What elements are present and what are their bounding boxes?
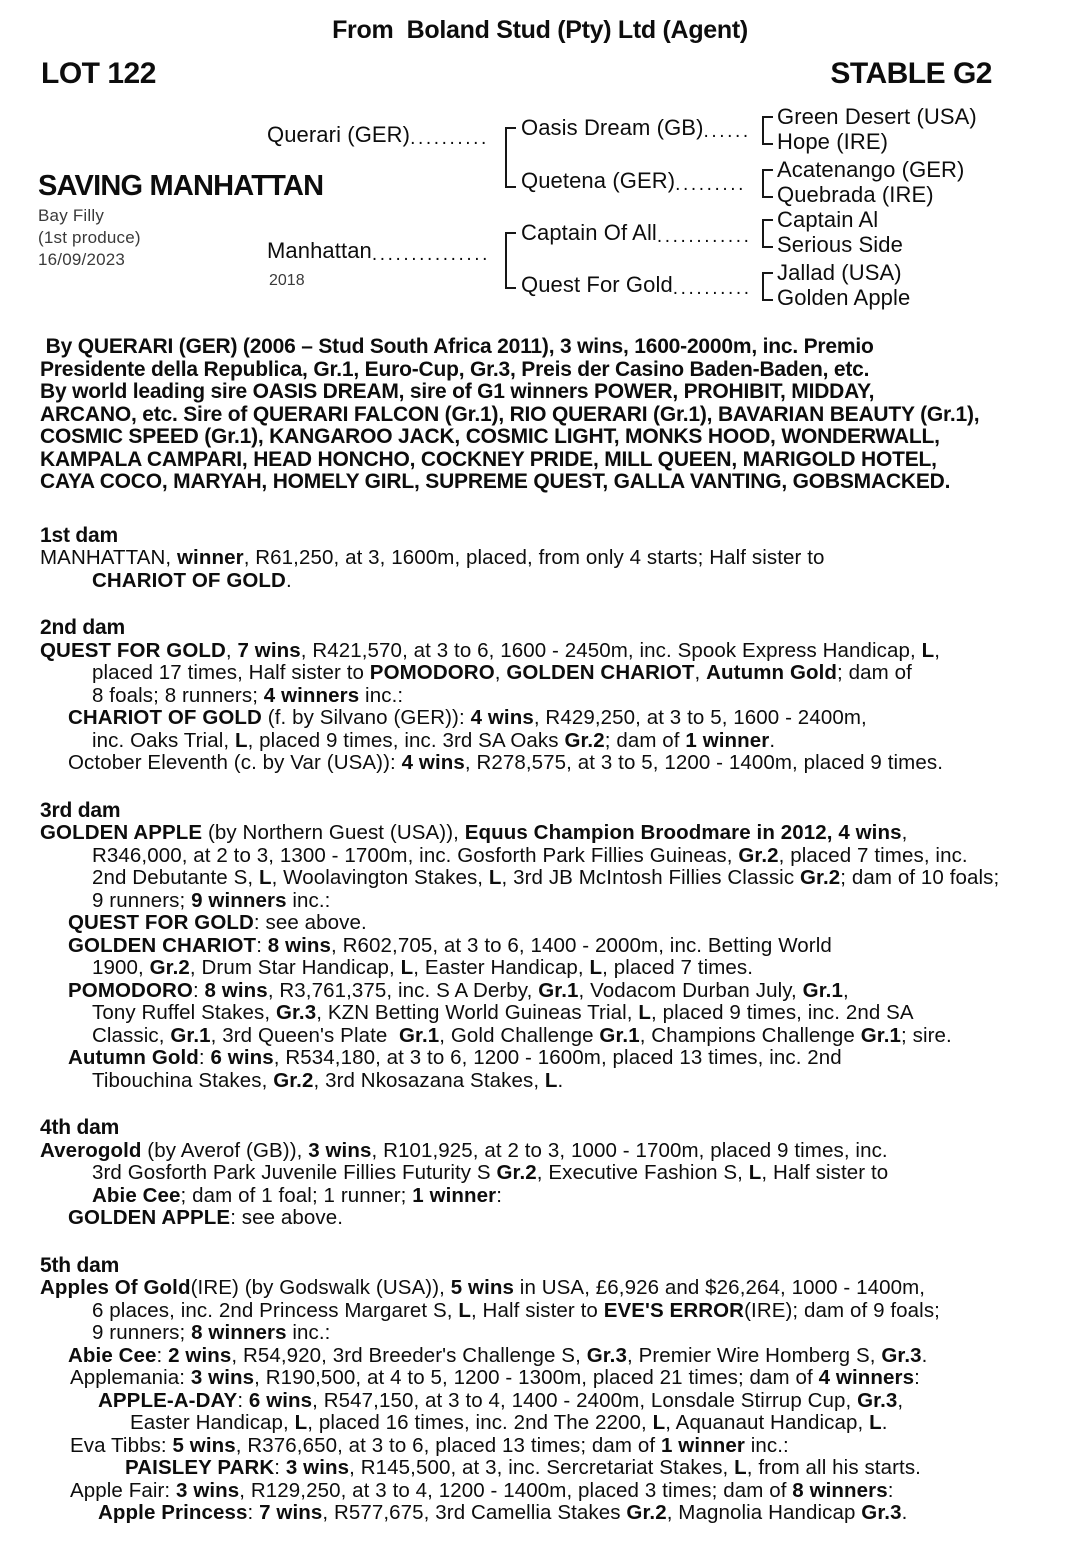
text-run: , Drum Star Handicap,: [189, 956, 401, 979]
bold-run: Abie Cee: [92, 1183, 181, 1207]
text-run: , Half sister to: [470, 1298, 604, 1322]
dam-section: [40, 1117, 1046, 1230]
text-run: , KZN Betting World Guineas Trial,: [316, 1001, 639, 1024]
pedigree-text-line: [40, 935, 1046, 958]
pedigree-text-line: [40, 980, 1046, 1003]
text-run: , 3rd Nkosazana Stakes,: [313, 1068, 545, 1092]
text-run: , placed 7 times, inc.: [778, 843, 968, 867]
bold-run: 3 wins: [190, 1366, 255, 1389]
pedigree-text-line: [40, 1025, 1046, 1048]
text-run: October Eleventh (c. by Var (USA)):: [68, 751, 402, 774]
bold-run: POMODORO: [369, 661, 495, 684]
text-run: placed 17 times, Half sister to: [92, 661, 370, 684]
text-run: , Half sister to: [761, 1161, 889, 1184]
bold-run: CHARIOT OF GOLD: [92, 568, 286, 592]
bold-run: L: [652, 1411, 666, 1434]
text-run: : see above.: [230, 1206, 344, 1229]
pedigree-gen3-entry: Serious Side: [777, 232, 903, 257]
bold-run: CHARIOT OF GOLD: [68, 706, 262, 729]
text-run: , Premier Wire Homberg S,: [626, 1343, 882, 1367]
bold-run: GOLDEN APPLE: [68, 1206, 231, 1229]
text-run: ,: [897, 1388, 904, 1412]
bold-run: GOLDEN APPLE: [40, 821, 203, 844]
ancestor-name: Quest For Gold: [521, 272, 673, 297]
text-run: Applemania:: [70, 1366, 191, 1389]
text-run: R346,000, at 2 to 3, 1300 - 1700m, inc. Gosforth Park Fillies Guineas,: [92, 843, 739, 867]
pedigree-text-line: [40, 1002, 1046, 1025]
bold-run: Autumn Gold: [68, 1046, 199, 1069]
pedigree-gen2-entry: [521, 168, 746, 194]
bold-run: QUEST FOR GOLD: [40, 638, 226, 662]
text-run: :: [237, 1388, 249, 1412]
text-run: , Executive Fashion S,: [536, 1161, 749, 1184]
text-run: in USA, £6,926 and $26,264, 1000 - 1400m,: [514, 1276, 926, 1299]
sire-note-line: Presidente della Republica, Gr.1, Euro-Cup, Gr.3, Preis der Casino Baden-Baden, etc.: [40, 357, 870, 381]
text-run: , R534,180, at 3 to 6, 1200 - 1600m, placed 13 times, inc. 2nd: [273, 1046, 842, 1069]
text-run: (by Northern Guest (USA)),: [202, 821, 465, 844]
bold-run: APPLE-A-DAY: [98, 1388, 238, 1412]
bold-run: Apple Princess: [98, 1501, 248, 1524]
text-run: 2nd Debutante S,: [92, 866, 259, 889]
pedigree-gen2-entry: [521, 272, 752, 298]
bold-run: 6 wins: [248, 1388, 313, 1412]
pedigree-text-line: [40, 1390, 1046, 1413]
text-run: , R190,500, at 4 to 5, 1200 - 1300m, placed 21 times; dam of: [254, 1366, 819, 1389]
text-run: , R421,570, at 3 to 6, 1600 - 2450m, inc. Spook Express Handicap,: [300, 638, 922, 662]
text-run: inc.:: [286, 1321, 331, 1344]
pedigree-text-line: [40, 570, 1046, 593]
text-run: :: [274, 1456, 286, 1479]
text-run: 9 runners;: [92, 1321, 192, 1344]
pedigree-text-line: [40, 1480, 1046, 1503]
text-run: .: [557, 1068, 564, 1092]
sire-note-line: By QUERARI (GER) (2006 – Stud South Africa 2011), 3 wins, 1600-2000m, inc. Premio: [40, 335, 874, 358]
pedigree-sire: [267, 122, 489, 148]
text-run: ,: [694, 661, 707, 684]
text-run: , placed 9 times, inc. 3rd SA Oaks: [247, 728, 565, 752]
sire-note-line: ARCANO, etc. Sire of QUERARI FALCON (Gr.1), RIO QUERARI (Gr.1), BAVARIAN BEAUTY (Gr.1),: [40, 402, 980, 426]
bold-run: Gr.2: [273, 1068, 314, 1092]
text-run: .: [769, 728, 776, 752]
dam-name: Manhattan: [267, 238, 372, 263]
text-run: :: [256, 933, 268, 957]
pedigree-text-line: [40, 1047, 1046, 1070]
pedigree-text-line: [40, 752, 1046, 775]
text-run: ,: [934, 638, 941, 662]
dam-section: [40, 800, 1046, 1093]
bold-run: Gr.3: [275, 1001, 317, 1024]
bold-run: 9 winners: [191, 888, 287, 912]
bold-run: 3 wins: [285, 1456, 350, 1479]
bold-run: 7 wins: [259, 1501, 323, 1524]
bold-run: winner: [177, 546, 244, 569]
text-run: 3rd Gosforth Park Juvenile Fillies Futurity S: [92, 1161, 497, 1184]
leader-dots: ............: [656, 226, 752, 247]
pedigree-bracket: [762, 272, 773, 301]
pedigree-text-line: [40, 1367, 1046, 1390]
bold-run: 3 wins: [176, 1478, 240, 1502]
dam-heading: 1st dam: [40, 523, 118, 547]
text-run: , Gold Challenge: [439, 1023, 600, 1047]
sire-note-line: KAMPALA CAMPARI, HEAD HONCHO, COCKNEY PRIDE, MILL QUEEN, MARIGOLD HOTEL,: [40, 447, 937, 471]
text-run: , 3rd JB McIntosh Fillies Classic: [501, 866, 800, 889]
text-run: , R101,925, at 2 to 3, 1000 - 1700m, placed 9 times, inc.: [371, 1138, 888, 1162]
bold-run: Gr.1: [170, 1023, 211, 1047]
leader-dots: ..........: [410, 128, 489, 149]
text-run: Easter Handicap,: [130, 1411, 295, 1434]
bold-run: 8 winners: [191, 1321, 287, 1344]
pedigree-text-line: [40, 912, 1046, 935]
pedigree-gen3-entry: Golden Apple: [777, 285, 911, 310]
stable-number: STABLE G2: [830, 57, 992, 90]
pedigree-text-line: [40, 707, 1046, 730]
ancestor-name: Oasis Dream (GB): [521, 115, 704, 140]
text-run: Classic,: [92, 1023, 171, 1047]
bold-run: 8 winners: [792, 1478, 888, 1502]
bold-run: 4 winners: [263, 683, 360, 707]
bold-run: Gr.1: [599, 1023, 640, 1047]
text-run: inc. Oaks Trial,: [92, 728, 235, 752]
bold-run: 4 winners: [818, 1366, 915, 1389]
text-run: ,: [842, 978, 849, 1002]
dam-heading: 5th dam: [40, 1253, 120, 1277]
bold-run: L: [544, 1068, 558, 1092]
text-run: :: [247, 1501, 260, 1524]
text-run: ; dam of: [837, 661, 912, 684]
bold-run: Gr.2: [564, 728, 605, 752]
text-run: .: [881, 1411, 888, 1434]
pedigree-text-line: [40, 1162, 1046, 1185]
text-run: Eva Tibbs:: [70, 1433, 173, 1457]
pedigree-text-line: [40, 1322, 1046, 1345]
bold-run: GOLDEN CHARIOT: [506, 661, 695, 684]
text-run: , placed 9 times, inc. 2nd SA: [651, 1001, 914, 1024]
text-run: , Aquanaut Handicap,: [665, 1411, 870, 1434]
leader-dots: ...............: [371, 244, 491, 265]
text-run: , R61,250, at 3, 1600m, placed, from only 4 starts; Half sister to: [243, 546, 825, 569]
text-run: ; dam of 10 foals;: [840, 866, 1000, 889]
pedigree-text-line: [40, 890, 1046, 913]
pedigree-text-line: [40, 1207, 1046, 1230]
leader-dots: ......: [703, 121, 751, 142]
pedigree-text-line: [40, 1070, 1046, 1093]
consignor-line: From Boland Stud (Pty) Ltd (Agent): [332, 16, 748, 44]
pedigree-text-line: [40, 685, 1046, 708]
bold-run: 1 winner: [685, 728, 770, 752]
text-run: : see above.: [253, 911, 367, 934]
dam-heading: 4th dam: [40, 1116, 120, 1139]
bold-run: L: [869, 1411, 882, 1434]
pedigree-bracket: [505, 232, 516, 289]
text-run: Apple Fair:: [70, 1478, 177, 1502]
pedigree-gen3-entry: Green Desert (USA): [777, 104, 977, 129]
bold-run: 5 wins: [450, 1276, 514, 1299]
pedigree-text-line: [40, 1277, 1046, 1300]
bold-run: L: [748, 1161, 762, 1184]
text-run: (IRE); dam of 9 foals;: [744, 1298, 940, 1322]
text-run: Tibouchina Stakes,: [92, 1068, 274, 1092]
ancestor-name: Quetena (GER): [521, 168, 676, 193]
bold-run: POMODORO: [68, 978, 193, 1002]
text-run: (f. by Silvano (GER)):: [261, 706, 471, 729]
horse-color-sex: Bay Filly: [38, 206, 105, 225]
horse-name: SAVING MANHATTAN: [38, 170, 324, 202]
bold-run: EVE'S ERROR: [603, 1298, 745, 1322]
bold-run: L: [921, 638, 935, 662]
horse-foal-date: 16/09/2023: [38, 250, 126, 269]
text-run: , R145,500, at 3, inc. Sercretariat Stakes,: [349, 1456, 735, 1479]
pedigree-text-line: [40, 547, 1046, 570]
leader-dots: ..........: [672, 278, 752, 299]
dam-year: 2018: [269, 272, 305, 289]
pedigree-text-line: [40, 1435, 1046, 1458]
bold-run: 3 wins: [308, 1138, 372, 1162]
pedigree-text-line: [40, 957, 1046, 980]
pedigree-text-line: [40, 1345, 1046, 1368]
dam-section: [40, 525, 1046, 593]
bold-run: Gr.3: [861, 1501, 902, 1524]
text-run: ,: [225, 638, 238, 662]
bold-run: Gr.1: [399, 1023, 440, 1047]
pedigree-text-line: [40, 1502, 1046, 1525]
text-run: , R376,650, at 3 to 6, placed 13 times; dam of: [235, 1433, 661, 1457]
bold-run: 2 wins: [168, 1343, 232, 1367]
text-run: , Vodacom Durban July,: [578, 978, 803, 1002]
text-run: .: [921, 1343, 928, 1367]
text-run: :: [914, 1366, 920, 1389]
ancestor-name: Captain Of All: [521, 220, 657, 245]
pedigree-text-line: [40, 1185, 1046, 1208]
bold-run: 4 wins: [470, 706, 534, 729]
bold-run: L: [234, 728, 248, 752]
text-run: , R602,705, at 3 to 6, 1400 - 2000m, inc. Betting World: [331, 933, 832, 957]
text-run: , Woolavington Stakes,: [271, 866, 489, 889]
bold-run: Gr.1: [802, 978, 843, 1002]
text-run: , placed 16 times, inc. 2nd The 2200,: [307, 1411, 653, 1434]
sire-name: Querari (GER): [267, 122, 411, 147]
pedigree-gen3-entry: Acatenango (GER): [777, 157, 965, 182]
bold-run: L: [488, 866, 502, 889]
dam-sections: [40, 525, 1046, 1525]
sire-note: [40, 336, 1046, 494]
text-run: 6 places, inc. 2nd Princess Margaret S,: [92, 1298, 459, 1322]
text-run: :: [198, 1046, 211, 1069]
bold-run: Gr.2: [626, 1501, 667, 1524]
text-run: :: [887, 1478, 894, 1502]
pedigree-text-line: [40, 730, 1046, 753]
bold-run: PAISLEY PARK: [125, 1456, 275, 1479]
bold-run: L: [638, 1001, 651, 1024]
text-run: , Magnolia Handicap: [666, 1501, 862, 1524]
pedigree-bracket: [505, 127, 516, 188]
bold-run: L: [458, 1298, 471, 1322]
bold-run: Gr.1: [538, 978, 579, 1002]
dam-heading: 3rd dam: [40, 798, 121, 822]
text-run: ,: [494, 661, 507, 684]
text-run: , Champions Challenge: [639, 1023, 861, 1047]
bold-run: Gr.3: [857, 1388, 898, 1412]
pedigree-gen3-entry: Captain Al: [777, 207, 879, 232]
bold-run: L: [400, 956, 414, 979]
text-run: :: [192, 978, 205, 1002]
pedigree-text-line: [40, 1300, 1046, 1323]
bold-run: QUEST FOR GOLD: [68, 911, 254, 934]
pedigree-text-line: [40, 662, 1046, 685]
horse-produce-note: (1st produce): [38, 228, 141, 247]
text-run: inc.:: [359, 683, 404, 707]
bold-run: Gr.1: [860, 1023, 901, 1047]
pedigree-text-line: [40, 867, 1046, 890]
text-run: (by Averof (GB)),: [141, 1138, 309, 1162]
bold-run: Averogold: [40, 1138, 142, 1162]
text-run: :: [156, 1343, 169, 1367]
text-run: ; sire.: [901, 1023, 952, 1047]
pedigree-text-line: [40, 1412, 1046, 1435]
sire-note-line: By world leading sire OASIS DREAM, sire of G1 winners POWER, PROHIBIT, MIDDAY,: [40, 380, 875, 403]
text-run: .: [285, 568, 292, 592]
sire-note-line: COSMIC SPEED (Gr.1), KANGAROO JACK, COSMIC LIGHT, MONKS HOOD, WONDERWALL,: [40, 425, 940, 448]
pedigree-bracket: [762, 116, 773, 145]
bold-run: 5 wins: [172, 1433, 236, 1457]
text-run: :: [496, 1183, 503, 1207]
text-run: inc.:: [744, 1433, 789, 1457]
bold-run: GOLDEN CHARIOT: [68, 933, 257, 957]
bold-run: Gr.2: [738, 843, 779, 867]
bold-run: Gr.2: [149, 956, 190, 979]
bold-run: 4 wins: [401, 751, 465, 774]
text-run: , 3rd Queen's Plate: [210, 1023, 399, 1047]
bold-run: Apples Of Gold: [40, 1276, 191, 1299]
text-run: , from all his starts.: [746, 1456, 921, 1479]
text-run: 1900,: [92, 956, 150, 979]
text-run: 8 foals; 8 runners;: [92, 683, 264, 707]
pedigree-text-line: [40, 845, 1046, 868]
text-run: 9 runners;: [92, 888, 192, 912]
text-run: , R577,675, 3rd Camellia Stakes: [322, 1501, 627, 1524]
text-run: , R54,920, 3rd Breeder's Challenge S,: [231, 1343, 587, 1367]
bold-run: L: [734, 1456, 747, 1479]
bold-run: Autumn Gold: [706, 661, 838, 684]
bold-run: Abie Cee: [68, 1343, 157, 1367]
pedigree-gen3-entry: Jallad (USA): [777, 260, 902, 285]
leader-dots: .........: [675, 174, 747, 195]
text-run: ; dam of 1 foal; 1 runner;: [180, 1183, 413, 1207]
text-run: .: [901, 1501, 908, 1524]
pedigree-bracket: [762, 219, 773, 248]
pedigree-gen2-entry: [521, 220, 751, 246]
bold-run: 1 winner: [660, 1433, 745, 1457]
text-run: , placed 7 times.: [602, 956, 754, 979]
bold-run: L: [589, 956, 603, 979]
text-run: , R278,575, at 3 to 5, 1200 - 1400m, placed 9 times.: [464, 751, 944, 774]
pedigree-text-line: [40, 1457, 1046, 1480]
text-run: , R547,150, at 3 to 4, 1400 - 2400m, Lonsdale Stirrup Cup,: [312, 1388, 858, 1412]
text-run: , R3,761,375, inc. S A Derby,: [267, 978, 539, 1002]
bold-run: 6 wins: [210, 1046, 274, 1069]
lot-number: LOT 122: [41, 57, 156, 90]
bold-run: 8 wins: [204, 978, 268, 1002]
text-run: , R429,250, at 3 to 5, 1600 - 2400m,: [533, 706, 867, 729]
bold-run: Gr.2: [799, 866, 841, 889]
pedigree-text-line: [40, 1140, 1046, 1163]
dam-section: [40, 1255, 1046, 1525]
text-run: ,: [901, 821, 908, 844]
pedigree-dam: [267, 238, 490, 264]
text-run: ; dam of: [604, 728, 686, 752]
pedigree-gen3-entry: Hope (IRE): [777, 129, 889, 154]
pedigree-gen3-entry: Quebrada (IRE): [777, 182, 934, 207]
bold-run: 7 wins: [237, 638, 301, 662]
bold-run: 1 winner: [412, 1183, 497, 1207]
text-run: inc.:: [286, 888, 331, 912]
dam-section: [40, 617, 1046, 775]
text-run: Tony Ruffel Stakes,: [92, 1001, 276, 1024]
bold-run: Gr.2: [496, 1161, 537, 1184]
text-run: (IRE) (by Godswalk (USA)),: [190, 1276, 451, 1299]
pedigree-text-line: [40, 822, 1046, 845]
text-run: , R129,250, at 3 to 4, 1200 - 1400m, placed 3 times; dam of: [239, 1478, 793, 1502]
text-run: MANHATTAN,: [40, 546, 178, 569]
pedigree-bracket: [762, 169, 773, 198]
catalogue-body: [40, 336, 1046, 1542]
bold-run: L: [294, 1411, 308, 1434]
dam-heading: 2nd dam: [40, 616, 125, 639]
pedigree-text-line: [40, 640, 1046, 663]
bold-run: Equus Champion Broodmare in 2012, 4 wins: [464, 821, 902, 844]
bold-run: 8 wins: [267, 933, 332, 957]
bold-run: Gr.3: [881, 1343, 922, 1367]
bold-run: L: [258, 866, 272, 889]
text-run: , Easter Handicap,: [413, 956, 590, 979]
sire-note-line: CAYA COCO, MARYAH, HOMELY GIRL, SUPREME QUEST, GALLA VANTING, GOBSMACKED.: [40, 470, 951, 493]
bold-run: Gr.3: [586, 1343, 627, 1367]
pedigree-gen2-entry: [521, 115, 751, 141]
